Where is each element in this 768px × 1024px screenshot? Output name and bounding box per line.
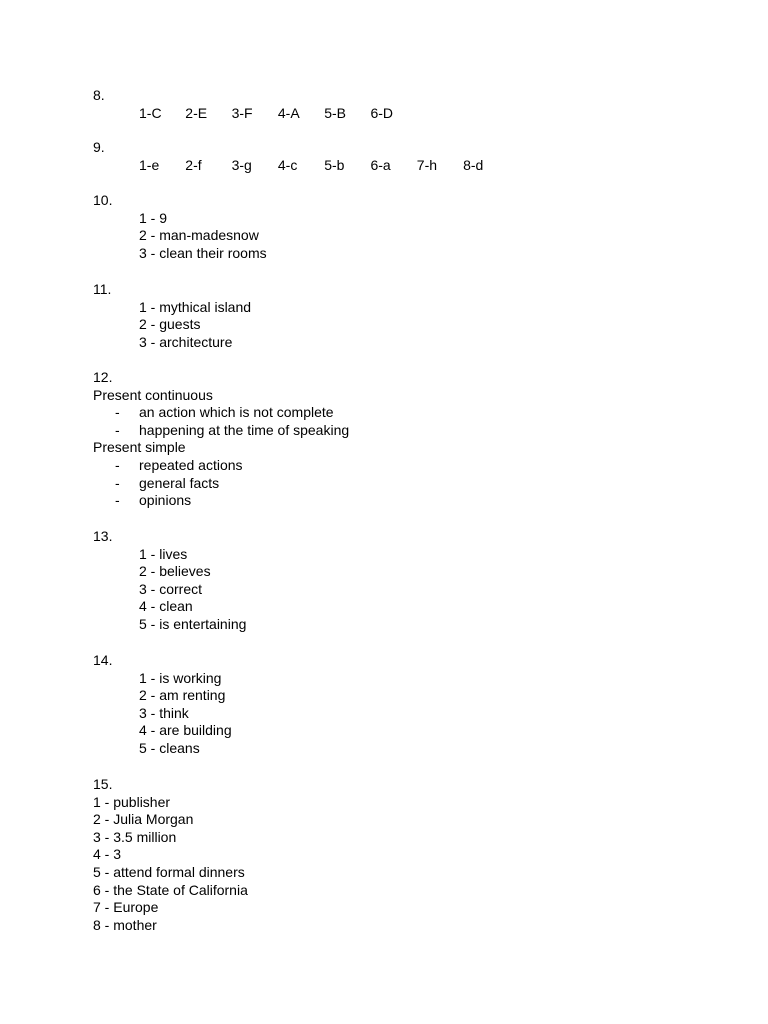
- question-number: 10.: [93, 192, 113, 208]
- answer: 1-e: [139, 156, 160, 173]
- bullet-item: [93, 404, 349, 422]
- answer: 2-f: [185, 156, 202, 173]
- answer: 2-E: [185, 104, 208, 121]
- group-heading: Present continuous: [93, 386, 213, 403]
- answer-row: [93, 105, 417, 123]
- question-11: [93, 281, 251, 351]
- group-heading: Present simple: [93, 439, 186, 456]
- question-number: 9.: [93, 139, 105, 155]
- answer-item: 1 - 9: [139, 209, 168, 226]
- question-15: [93, 776, 248, 934]
- answer-item: 3 - architecture: [139, 333, 233, 350]
- question-number: 15.: [93, 776, 113, 792]
- bullet-text: an action which is not complete: [139, 404, 334, 421]
- bullet-text: opinions: [139, 492, 192, 509]
- question-number: 13.: [93, 528, 113, 544]
- dash-marker: -: [115, 421, 120, 438]
- answer-item: 7 - Europe: [93, 899, 159, 916]
- answer-item: 1 - lives: [139, 545, 188, 562]
- dash-marker: -: [115, 474, 120, 491]
- question-number: 8.: [93, 87, 105, 103]
- answer-item: 4 - clean: [139, 598, 193, 615]
- answer: 6-D: [370, 104, 394, 121]
- answer-item: 5 - cleans: [139, 739, 200, 756]
- answer-item: 5 - attend formal dinners: [93, 863, 245, 880]
- question-14: [93, 652, 232, 758]
- answer-item: 6 - the State of California: [93, 881, 248, 898]
- answer: 6-a: [370, 156, 391, 173]
- answer: 3-F: [231, 104, 253, 121]
- answer: 4-c: [277, 156, 298, 173]
- answer: 3-g: [231, 156, 252, 173]
- answer-item: 2 - believes: [139, 563, 211, 580]
- answer-item: 8 - mother: [93, 916, 157, 933]
- question-number: 11.: [93, 281, 112, 297]
- answer: 1-C: [139, 104, 162, 121]
- bullet-text: general facts: [139, 474, 220, 491]
- answer-item: 1 - publisher: [93, 793, 171, 810]
- question-number: 14.: [93, 652, 113, 668]
- question-12: [93, 369, 349, 510]
- question-number: 12.: [93, 369, 113, 385]
- question-8: [93, 87, 417, 122]
- dash-marker: -: [115, 404, 120, 421]
- question-10: [93, 192, 267, 262]
- answer-item: 1 - mythical island: [139, 298, 252, 315]
- dash-marker: -: [115, 456, 120, 473]
- answer-item: 5 - is entertaining: [139, 615, 247, 632]
- answer-item: 2 - man-madesnow: [139, 227, 259, 244]
- answer-item: 3 - 3.5 million: [93, 828, 177, 845]
- bullet-text: happening at the time of speaking: [139, 421, 350, 438]
- answer-row: [93, 157, 509, 175]
- bullet-item: [93, 492, 349, 510]
- bullet-text: repeated actions: [139, 456, 243, 473]
- answer: 5-b: [324, 156, 345, 173]
- answer-item: 2 - guests: [139, 316, 201, 333]
- bullet-item: [93, 475, 349, 493]
- answer: 4-A: [277, 104, 300, 121]
- answer-item: 4 - are building: [139, 722, 232, 739]
- answer-item: 3 - think: [139, 704, 189, 721]
- answer-item: 3 - correct: [139, 580, 203, 597]
- answer: 7-h: [416, 156, 438, 173]
- answer: 8-d: [463, 156, 484, 173]
- answer-item: 1 - is working: [139, 669, 222, 686]
- question-9: [93, 139, 509, 174]
- bullet-item: [93, 457, 349, 475]
- answer-item: 2 - am renting: [139, 687, 226, 704]
- answer: 5-B: [324, 104, 346, 121]
- question-13: [93, 528, 246, 634]
- bullet-item: [93, 422, 349, 440]
- answer-item: 3 - clean their rooms: [139, 244, 267, 261]
- answer-item: 4 - 3: [93, 846, 122, 863]
- answer-item: 2 - Julia Morgan: [93, 811, 194, 828]
- dash-marker: -: [115, 492, 120, 509]
